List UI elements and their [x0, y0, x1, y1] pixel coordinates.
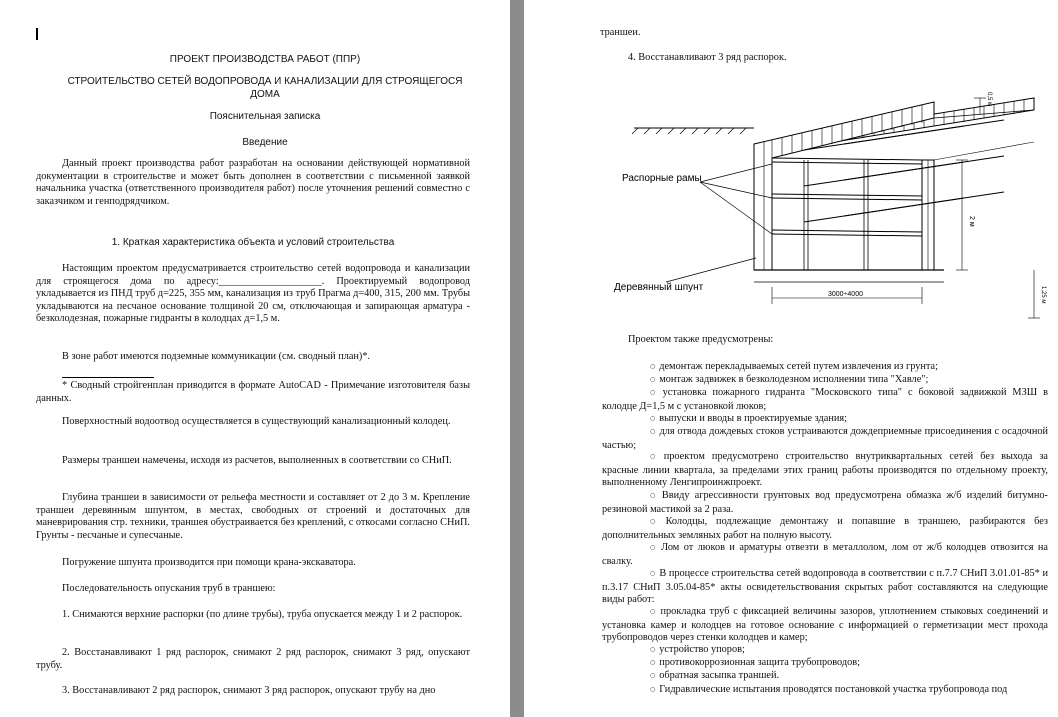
dim-width-label: 3000÷4000 [828, 291, 863, 298]
document-subtitle: СТРОИТЕЛЬСТВО СЕТЕЙ ВОДОПРОВОДА И КАНАЛИЗАЦИИ ДЛЯ СТРОЯЩЕГОСЯ ДОМА [67, 76, 463, 100]
sub-bullet-item: ○ устройство упоров; [650, 644, 745, 655]
step-1: 1. Снимаются верхние распорки (по длине трубы), труба опускается между 1 и 2 распорок. [62, 609, 463, 620]
paragraph-sequence: Последовательность опускания труб в траншею: [62, 583, 276, 594]
label-bracing-frames: Распорные рамы [622, 173, 702, 184]
footnote: * Сводный стройгенплан приводится в формате AutoCAD - Примечание изготовителя базы данных. [36, 380, 470, 404]
also-heading: Проектом также предусмотрены: [628, 334, 774, 345]
bullet-item: ○ установка пожарного гидранта "Московского типа" с боковой задвижкой МЗШ в колодце Д=1,5 м с установкой люков; [602, 387, 1048, 412]
step-3-continuation: траншеи. [600, 27, 641, 38]
step-3: 3. Восстанавливают 2 ряд распорок, снимают 3 ряд распорок, опускают трубу на дно [62, 685, 436, 696]
sub-bullet-item: ○ обратная засыпка траншей. [650, 670, 780, 681]
sub-bullet-item: ○ прокладка труб с фиксацией величины зазоров, уплотнением стыковых соединений и установка камер и колодцев на готовое основание с информацией о герметизации мест прохода трубопроводов через стенки колодцев и камер; [602, 606, 1048, 644]
document-page-left [0, 0, 510, 717]
paragraph-trench-size: Размеры траншеи намечены, исходя из расчетов, выполненных в соответствии со СНиП. [62, 455, 452, 466]
dim-bottom-label: 1,25 м [1040, 286, 1046, 304]
trench-bracing-figure [604, 82, 1054, 322]
bullet-item: ○ Лом от люков и арматуры отвезти в металлолом, лом от ж/б колодцев отвозится на свалку. [602, 542, 1048, 567]
note-title: Пояснительная записка [209, 111, 321, 122]
bullet-item: ○ монтаж задвижек в безколодезном исполнении типа "Хавле"; [650, 374, 929, 385]
bullet-item: ○ демонтаж перекладываемых сетей путем извлечения из грунта; [650, 361, 938, 372]
bullet-item: ○ Ввиду агрессивности грунтовых вод предусмотрена обмазка ж/б изделий битумно-резиновой мастикой за 2 раза. [602, 490, 1048, 515]
dim-height-label: 2 м [968, 216, 975, 227]
intro-heading: Введение [242, 137, 288, 148]
footnote-divider [62, 377, 154, 378]
paragraph-drainage: Поверхностный водоотвод осуществляется в существующий канализационный колодец. [62, 416, 451, 427]
bullet-item: ○ выпуски и вводы в проектируемые здания; [650, 413, 847, 424]
bullet-item: ○ для отвода дождевых стоков устраиваются дождеприемные присоединения с осадочной частью; [602, 426, 1048, 451]
intro-paragraph: Данный проект производства работ разработан на основании действующей нормативной документации в строительстве и может быть дополнен в соответствии с письменной заявкой начальника участка (ответственного производителя работ) после уточнения решений совместно с заказчиком и генподрядчиком. [36, 158, 470, 207]
section-heading: 1. Краткая характеристика объекта и условий строительства [111, 237, 395, 248]
paragraph-utilities: В зоне работ имеются подземные коммуникации (см. сводный план)*. [62, 351, 371, 362]
step-4: 4. Восстанавливают 3 ряд распорок. [628, 52, 787, 63]
paragraph-object: Настоящим проектом предусматривается строительство сетей водопровода и канализации для строящегося дома по адресу:____________________. Проектируемый водопровод укладывается из ПНД труб д=225, 355 мм, канализация из труб Прагма д=400, 315, 200 мм. Трубы укладываются на песчаное основание толщиной 20 см, отключающая и запирающая арматура - безколодезная, пожарные гидранты в колодцах д=1,5 м. [36, 263, 470, 325]
document-page-right [524, 0, 1058, 717]
bullet-item: ○ В процессе строительства сетей водопровода в соответствии с п.7.7 СНиП 3.01.01-85* и п.3.17 СНиП 3.05.04-85* акты освидетельствования скрытых работ составляются на следующие виды работ: [602, 568, 1048, 606]
bullet-item: ○ проектом предусмотрено строительство внутриквартальных сетей без выхода за красные линии квартала, за пределами этих границ работы производятся по отдельному проекту, выполненному Ленгипроинжпроект. [602, 451, 1048, 489]
paragraph-piling: Погружение шпунта производится при помощи крана-экскаватора. [62, 557, 356, 568]
dim-top-label: 0,5 м [986, 92, 992, 107]
bullet-item: ○ Колодцы, подлежащие демонтажу и попавшие в траншею, разбираются без дополнительных земляных работ на полную высоту. [602, 516, 1048, 541]
sub-bullet-item: ○ противокоррозионная защита трубопроводов; [650, 657, 861, 668]
step-2: 2. Восстанавливают 1 ряд распорок, снимают 2 ряд распорок, снимают 3 ряд, опускают трубу. [36, 647, 470, 671]
paragraph-trench-depth: Глубина траншеи в зависимости от рельефа местности и составляет от 2 до 3 м. Крепление траншеи деревянным шпунтом, в местах, свободных от строений и достаточных для маневрирования стр. техники, траншея обустраивается без креплений, с откосами согласно СНиП. Грунты - песчаные и супесчаные. [36, 492, 470, 541]
label-wooden-sheet-piling: Деревянный шпунт [614, 282, 704, 293]
bullet-item: ○ Гидравлические испытания проводятся постановкой участка трубопровода под [650, 684, 1008, 695]
document-title: ПРОЕКТ ПРОИЗВОДСТВА РАБОТ (ППР) [169, 54, 361, 65]
text-cursor [36, 28, 38, 40]
